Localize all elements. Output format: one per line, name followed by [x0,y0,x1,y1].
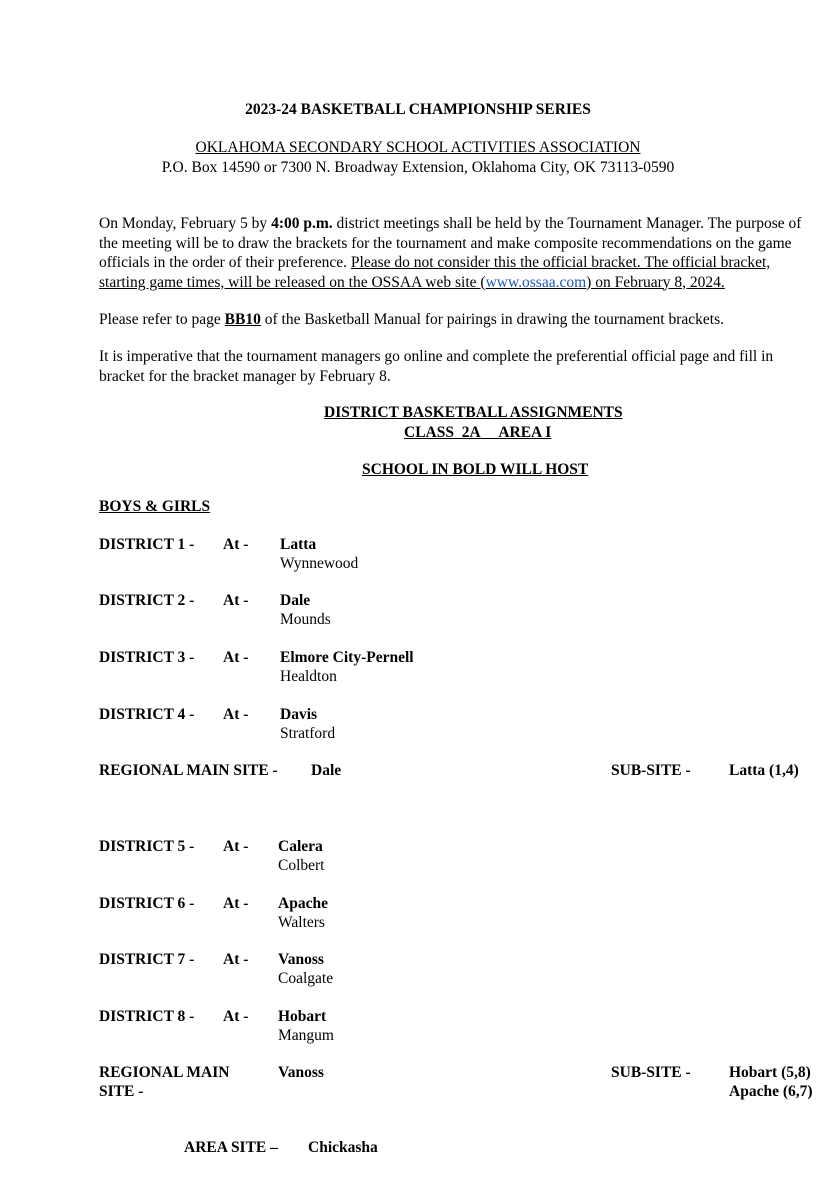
district-label: DISTRICT 5 - [99,838,195,855]
district-host: Hobart [278,1008,327,1025]
paragraph-refer: Please refer to page BB10 of the Basketball Manual for pairings in drawing the tournament brackets. [99,311,725,328]
district-school: Coalgate [278,970,334,987]
regional-main-site: Dale [311,762,342,779]
regional-main-site-label: REGIONAL MAIN SITE - [99,762,278,779]
at-label: At - [223,951,249,968]
district-school: Stratford [280,725,336,742]
district-host: Davis [280,706,318,723]
org-name: OKLAHOMA SECONDARY SCHOOL ACTIVITIES ASSOCIATION [195,139,641,156]
at-label: At - [223,838,249,855]
district-school: Mounds [280,611,331,628]
district-label: DISTRICT 8 - [99,1008,195,1025]
sub-site-label: SUB-SITE - [611,1064,691,1081]
district-host: Dale [280,592,311,609]
manual-page-ref: BB10 [224,311,261,328]
meeting-time: 4:00 p.m. [271,215,333,232]
para1-line4: starting game times, will be released on the OSSAA web site (www.ossaa.com) on February 8, 2024. [99,273,725,291]
district-school: Healdton [280,668,337,685]
ossaa-website-link[interactable]: www.ossaa.com [485,273,587,291]
district-label: DISTRICT 6 - [99,895,195,912]
district-label: DISTRICT 4 - [99,706,195,723]
district-host: Elmore City-Pernell [280,649,414,666]
para1-line2: the meeting will be to draw the brackets for the tournament and make composite recommendations on the game [99,234,792,252]
district-host: Calera [278,838,323,855]
district-label: DISTRICT 1 - [99,536,195,553]
document-title: 2023-24 BASKETBALL CHAMPIONSHIP SERIES [245,101,591,118]
area-site-label: AREA SITE – [184,1139,278,1156]
class-area-heading: CLASS 2A AREA I [404,424,552,441]
regional-main-site-label: REGIONAL MAIN [99,1064,230,1081]
official-bracket-notice: Please do not consider this the official bracket. The official bracket, [350,254,771,271]
sub-site-label: SUB-SITE - [611,762,691,779]
section-boys-girls: BOYS & GIRLS [99,498,211,515]
at-label: At - [223,706,249,723]
regional-main-site-label-cont: SITE - [99,1083,144,1100]
org-address: P.O. Box 14590 or 7300 N. Broadway Extension, Oklahoma City, OK 73113-0590 [161,159,675,176]
host-note: SCHOOL IN BOLD WILL HOST [362,461,589,478]
district-school: Colbert [278,857,325,874]
district-school: Mangum [278,1027,334,1044]
regional-main-site: Vanoss [278,1064,324,1081]
paragraph-meetings [99,214,801,292]
sub-site: Hobart (5,8) [729,1064,811,1081]
district-host: Latta [280,536,317,553]
assignments-title: DISTRICT BASKETBALL ASSIGNMENTS [324,404,623,421]
at-label: At - [223,536,249,553]
district-school: Walters [278,914,325,931]
district-host: Apache [278,895,328,912]
at-label: At - [223,592,249,609]
at-label: At - [223,895,249,912]
paragraph-imperative: It is imperative that the tournament managers go online and complete the preferential official page and fill in bracket for the bracket manager by February 8. [99,348,774,385]
district-label: DISTRICT 7 - [99,951,195,968]
sub-site: Apache (6,7) [729,1083,813,1100]
area-site: Chickasha [308,1139,378,1156]
para1-line1: On Monday, February 5 by 4:00 p.m. district meetings shall be held by the Tournament Manager. The purpose of [99,215,802,232]
district-school: Wynnewood [280,555,359,572]
district-label: DISTRICT 2 - [99,592,195,609]
district-label: DISTRICT 3 - [99,649,195,666]
district-host: Vanoss [278,951,324,968]
para1-line3: officials in the order of their preference. Please do not consider this the official bracket. The official bracket, [99,254,771,271]
at-label: At - [223,649,249,666]
at-label: At - [223,1008,249,1025]
sub-site: Latta (1,4) [729,762,799,779]
